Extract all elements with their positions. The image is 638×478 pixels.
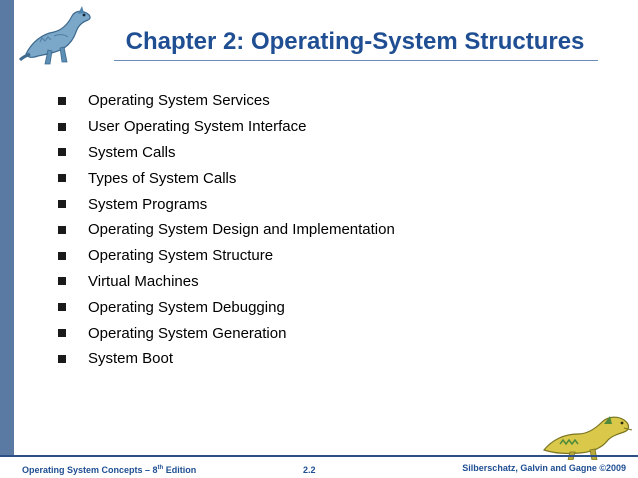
bullet-square-icon — [58, 252, 66, 260]
list-item — [58, 217, 395, 243]
list-item-text: Operating System Design and Implementation — [88, 221, 395, 239]
footer — [0, 459, 638, 478]
footer-book-suffix: Edition — [163, 465, 197, 475]
list-item — [58, 346, 395, 372]
list-item — [58, 269, 395, 295]
bullet-square-icon — [58, 174, 66, 182]
bullet-square-icon — [58, 148, 66, 156]
bullet-square-icon — [58, 123, 66, 131]
bullet-square-icon — [58, 200, 66, 208]
copyright-notice: Silberschatz, Galvin and Gagne ©2009 — [462, 463, 626, 473]
footer-book-prefix: Operating System Concepts – 8 — [22, 465, 158, 475]
list-item-text: Operating System Services — [88, 92, 270, 110]
bullet-square-icon — [58, 226, 66, 234]
list-item-text: Virtual Machines — [88, 272, 199, 290]
page-number: 2.2 — [303, 465, 316, 475]
footer-book-title — [22, 465, 196, 475]
list-item — [58, 165, 395, 191]
list-item-text: Types of System Calls — [88, 169, 237, 187]
list-item — [58, 191, 395, 217]
bullet-square-icon — [58, 277, 66, 285]
list-item — [58, 114, 395, 140]
bullet-square-icon — [58, 355, 66, 363]
list-item-text: Operating System Generation — [88, 324, 287, 342]
list-item-text: Operating System Structure — [88, 247, 274, 265]
list-item — [58, 140, 395, 166]
list-item-text: System Boot — [88, 350, 174, 368]
list-item-text: System Programs — [88, 195, 208, 213]
list-item-text: System Calls — [88, 143, 176, 161]
topic-list — [58, 88, 395, 372]
footer-book-superscript: th — [157, 465, 164, 471]
bullet-square-icon — [58, 97, 66, 105]
title-underline — [114, 60, 598, 61]
footer-rule — [0, 455, 638, 457]
list-item — [58, 320, 395, 346]
slide-title: Chapter 2: Operating-System Structures — [125, 28, 585, 55]
left-accent-bar — [0, 0, 14, 455]
bullet-square-icon — [58, 329, 66, 337]
list-item — [58, 294, 395, 320]
list-item — [58, 243, 395, 269]
dinosaur-icon — [540, 410, 636, 460]
list-item-text: User Operating System Interface — [88, 118, 307, 136]
bullet-square-icon — [58, 303, 66, 311]
list-item-text: Operating System Debugging — [88, 298, 285, 316]
list-item — [58, 88, 395, 114]
